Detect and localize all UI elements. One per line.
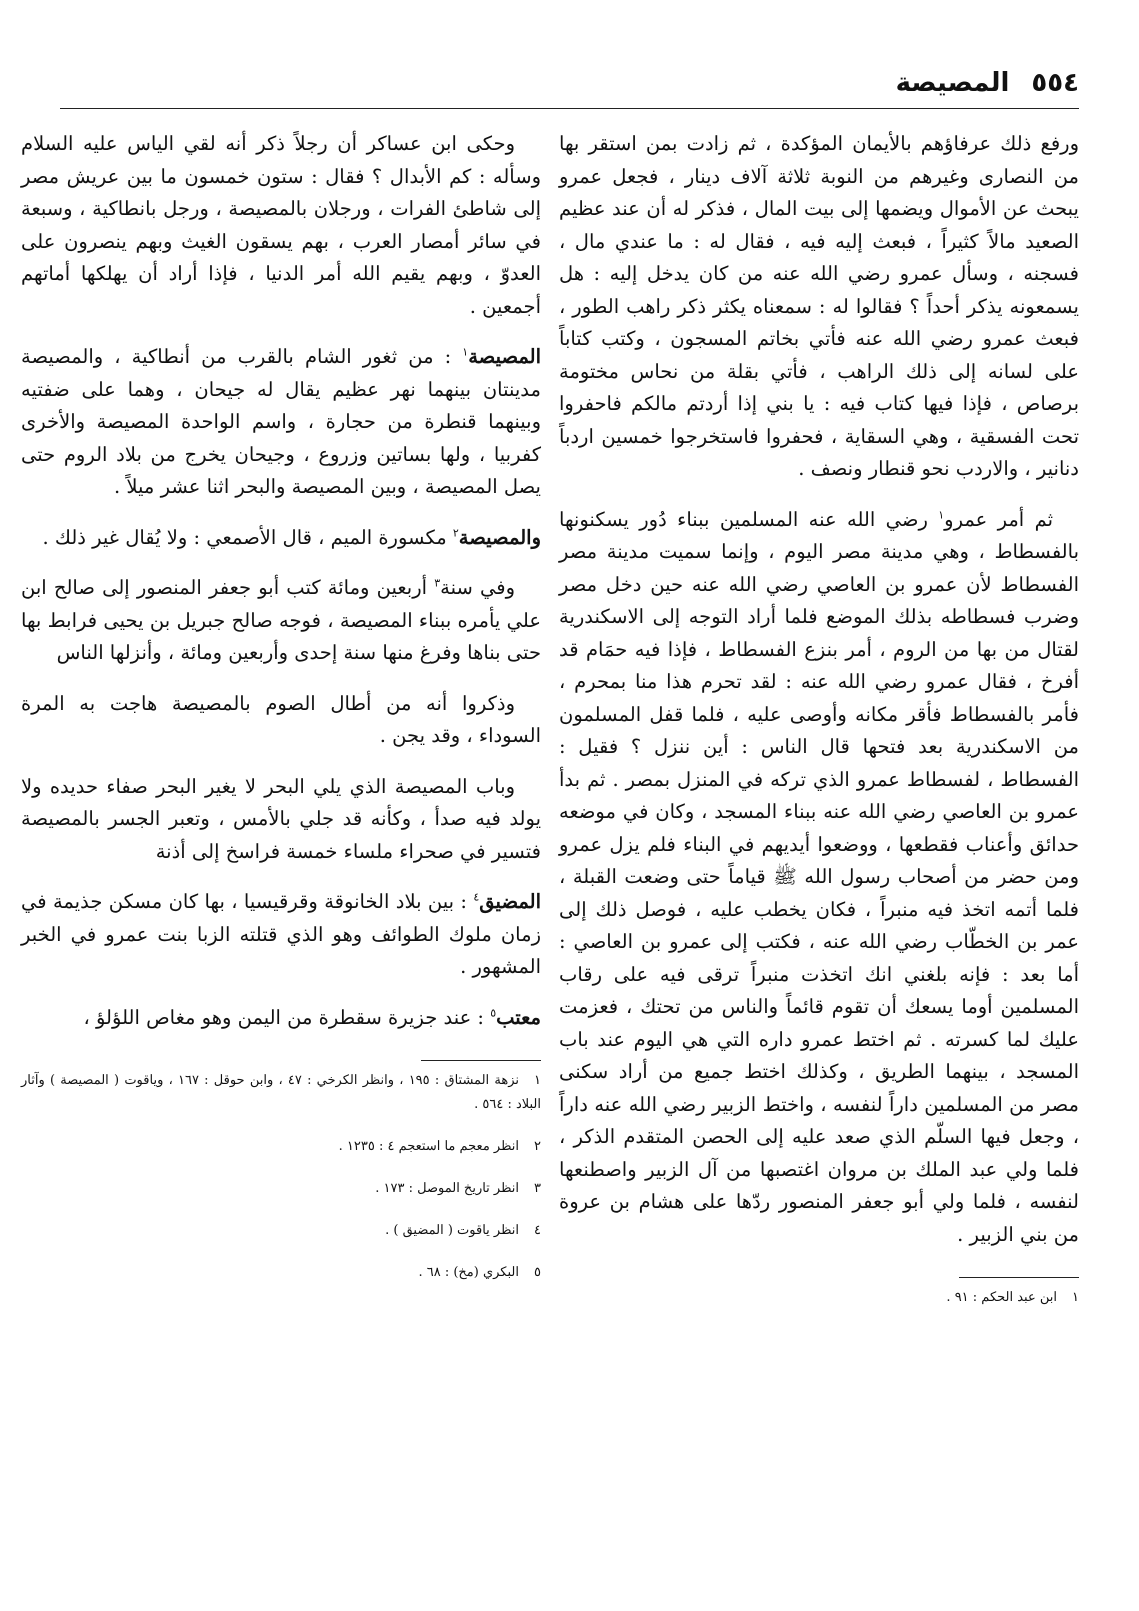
footnotes-right (559, 1286, 1079, 1310)
page-header (60, 58, 1079, 98)
entry-massisa: المصيصة$^١$ : من ثغور الشام بالقرب من أنطاكية ، والمصيصة مدينتان بينهما نهر عظيم يقال له جيحان ، وهما على ضفتيه وبينهما قنطرة من حجارة ، واسم الواحدة المصيصة والأخرى كفربيا ، ولها بساتين وزروع ، وجيحان يخرج من بلاد الروم حتى يصل المصيصة ، وبين المصيصة والبحر اثنا عشر ميلاً . (21, 345, 541, 498)
footnote: ٥البكري (مخ) : ٦٨ . (418, 1265, 541, 1280)
footnote: ١نزهة المشتاق : ١٩٥ ، وانظر الكرخي : ٤٧ ، وابن حوقل : ١٦٧ ، وياقوت ( المصيصة ) وآثار البلاد : ٥٦٤ . (21, 1073, 541, 1112)
entry-title: والمصيصة (458, 525, 541, 549)
footnotes-left (21, 1069, 541, 1285)
entry-madiq: المضيق$^٤$ : بين بلاد الخانوقة وقرقيسيا ، بها كان مسكن جذيمة في زمان ملوك الطوائف وهو الذي قتلته الزبا بنت عمرو في الخبر المشهور . (21, 890, 541, 978)
paragraph-fasting: وذكروا أنه من أطال الصوم بالمصيصة هاجت به المرة السوداء ، وقد يجن . (21, 691, 541, 747)
left-column (21, 128, 541, 1303)
page-number: ٥٥٤ (1031, 68, 1079, 98)
footnote: ١ابن عبد الحكم : ٩١ . (946, 1290, 1079, 1305)
footnote: ٢انظر معجم ما استعجم ٤ : ١٢٣٥ . (338, 1139, 541, 1154)
paragraph-1: ورفع ذلك عرفاؤهم بالأيمان المؤكدة ، ثم زادت بمن استقر بها من النصارى وغيرهم من النوبة ثلاثة آلاف دينار ، فجعل عمرو يبحث عن الأموال ويضمها إلى بيت المال ، فذكر له أن عند عظيم الصعيد مالاً كثيراً ، فبعث إليه فيه ، فقال له : ما عندي مال ، فسجنه ، وسأل عمرو رضي الله عنه من كان يدخل إليه : هل يسمعونه يذكر أحداً ؟ فقالوا له : سمعناه يكثر ذكر راهب الطور ، فبعث عمرو رضي الله عنه فأتي بخاتم المسجون ، وكتب كتاباً على لسانه إلى ذلك الراهب ، فأتي بقلة من نحاس مختومة برصاص ، فإذا فيها كتاب فيه : يا بني إذا أردتم مالكم فاحفروا تحت الفسقية ، وهي السقاية ، فحفروا فاستخرجوا خمسين اردباً دنانير ، والاردب نحو قنطار ونصف . (559, 132, 1079, 480)
footnote-rule (421, 1060, 541, 1061)
entry-massisa-2: والمصيصة$^٢$ مكسورة الميم ، قال الأصمعي : ولا يُقال غير ذلك . (42, 525, 541, 549)
footnote-rule (959, 1277, 1079, 1278)
entry-title: معتب (496, 1005, 541, 1029)
entry-muatab: معتب$^٥$ : عند جزيرة سقطرة من اليمن وهو مغاص اللؤلؤ ، (83, 1005, 541, 1029)
paragraph-abdal: وحكى ابن عساكر أن رجلاً ذكر أنه لقي الياس عليه السلام وسأله : كم الأبدال ؟ فقال : ستون خمسون ما بين عريش مصر إلى شاطئ الفرات ، ورجلان بالمصيصة ، ورجل بانطاكية ، وسبعة في سائر أمصار العرب ، بهم يسقون الغيث وبهم ينصرون على العدوّ ، وبهم يقيم الله أمر الدنيا ، فإذا أراد أن يهلكها أماتهم أجمعين . (21, 132, 541, 318)
footnote: ٤انظر ياقوت ( المضيق ) . (385, 1223, 541, 1238)
paragraph-year: وفي سنة$^٣$ أربعين ومائة كتب أبو جعفر المنصور إلى صالح ابن علي يأمره ببناء المصيصة ، فوجه صالح جبريل بن يحيى فرابط بها حتى بناها وفرغ منها سنة إحدى وأربعين ومائة ، وأنزلها الناس (21, 576, 541, 664)
entry-title: المضيق (479, 890, 541, 913)
paragraph-2: ثم أمر عمرو$^١$ رضي الله عنه المسلمين ببناء دُور يسكنونها بالفسطاط ، وهي مدينة مصر اليوم ، وإنما سميت مدينة مصر الفسطاط لأن عمرو بن العاصي رضي الله عنه حين دخل مصر وضرب فسطاطه بذلك الموضع فلما أراد التوجه إلى الاسكندرية لقتال من بها من الروم ، أمر بنزع الفسطاط ، فإذا فيه حمَام قد أفرخ ، فقال عمرو رضي الله عنه : لقد تحرم هذا منا بمحرم ، فأمر بالفسطاط فأقر مكانه وأوصى عليه ، فلما قفل المسلمون من الاسكندرية بعد فتحها قال الناس : أين ننزل ؟ فقيل : الفسطاط ، لفسطاط عمرو الذي تركه في المنزل بمصر . ثم بدأ عمرو بن العاصي رضي الله عنه ببناء المسجد ، وكان في موضعه حدائق وأعناب فقطعها ، ووضعوا أيديهم في البناء فلم يزل عمرو ومن حضر من أصحاب رسول الله ﷺ قياماً حتى وضعت القبلة ، فلما أتمه اتخذ فيه منبراً ، فكان يخطب عليه ، فوصل ذلك إلى عمر بن الخطّاب رضي الله عنه ، فكتب إلى عمرو بن العاصي : أما بعد : فإنه بلغني انك اتخذت منبراً ترقى فيه على رقاب المسلمين أوما يسعك أن تقوم قائماً والناس من تحتك ، فعزمت عليك لما كسرته . ثم اختط عمرو داره التي هي اليوم عند باب المسجد ، بينهما الطريق ، وكذلك اختط جميع من أراد سكنى مصر من المسلمين داراً لنفسه ، واختط الزبير رضي الله عنه داراً ، وجعل فيها السلّم الذي صعد عليه إلى الحصن المتقدم الذكر ، فلما ولي عبد الملك بن مروان اغتصبها من آل الزبير واصطنعها لنفسه ، فلما ولي أبو جعفر المنصور ردّها على هشام بن عروة من بني الزبير . (559, 507, 1079, 1246)
paragraph-gate: وباب المصيصة الذي يلي البحر لا يغير البحر صفاء حديده ولا يولد فيه صدأ ، وكأنه قد جلي بالأمس ، وتعبر الجسر بالمصيصة فتسير في صحراء ملساء خمسة فراسخ إلى أذنة (21, 774, 541, 863)
footnote-ref: ١ (938, 508, 945, 521)
header-rule (60, 108, 1079, 109)
running-title: المصيصة (895, 68, 1010, 98)
right-column (559, 128, 1079, 1328)
footnote: ٣انظر تاريخ الموصل : ١٧٣ . (375, 1181, 541, 1196)
entry-title: المصيصة (468, 345, 541, 368)
